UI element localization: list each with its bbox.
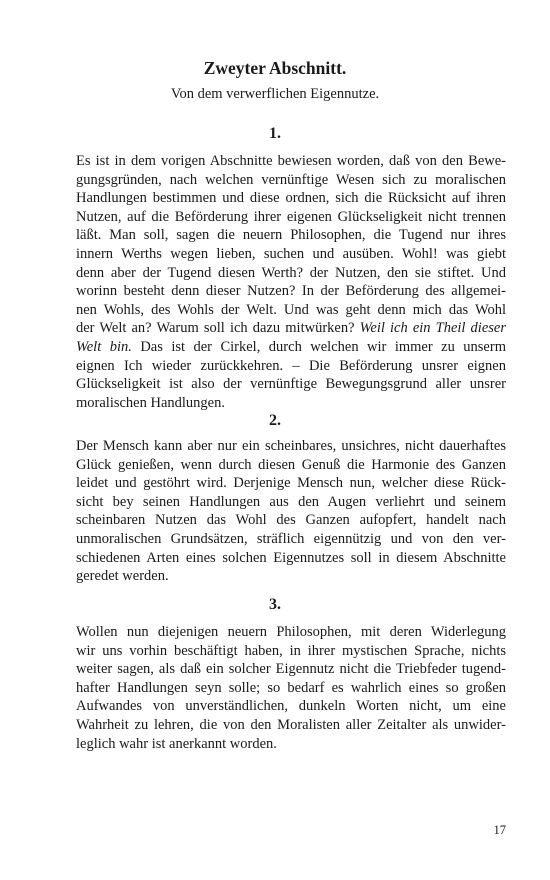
text-line: worinn besteht denn dieser Nutzen? In der Beförderung des allgemei- — [76, 283, 506, 300]
text-line: schiedenen Arten eines solchen Eigennutzes soll in diesem Abschnitte — [76, 549, 506, 566]
text-line: leglich wahr ist anerkannt worden. — [76, 735, 277, 752]
text-line: moralischen Handlungen. — [76, 394, 225, 411]
text-line: geredet werden. — [76, 568, 169, 585]
text-line: scheinbaren Nutzen das Wohl des Ganzen aufopfert, handelt nach — [76, 512, 506, 529]
text-line: Handlungen bestimmen und diese ordnen, sich die Rücksicht auf ihren — [76, 190, 506, 207]
text-line: Glück genießen, wenn durch diesen Genuß die Harmonie des Ganzen — [76, 456, 506, 473]
text-run: Das ist der Cirkel, durch welchen wir immer zu unserm — [131, 338, 506, 355]
section-number-3: 3. — [269, 596, 281, 613]
text-line-mixed — [76, 338, 506, 357]
text-line: denn aber der Tugend diesen Werth? der Nutzen, den sie stiftet. Und — [76, 264, 506, 281]
section-number-2: 2. — [269, 412, 281, 429]
section-3-paragraph — [76, 623, 506, 753]
chapter-subtitle: Von dem verwerflichen Eigennutze. — [170, 86, 380, 102]
text-line: nen Wohls, des Wohls der Welt. Und was geht denn mich das Wohl — [76, 301, 506, 318]
text-line: weiter sagen, als daß ein solcher Eigennutz nicht die Triebfeder tugend- — [76, 661, 506, 678]
text-line: läßt. Man soll, sagen die neuern Philosophen, die Tugend nur ihres — [76, 227, 506, 244]
text-line-mixed — [76, 319, 506, 338]
italic-text-run: Welt bin. — [76, 338, 132, 355]
text-line: Aufwandes von unverständlichen, dunkeln Worten nicht, um eine — [76, 698, 506, 715]
text-line: Wollen nun diejenigen neuern Philosophen, mit deren Widerlegung — [76, 624, 506, 640]
text-line: sicht bey seinen Handlungen aus den Augen verliehrt und seinem — [76, 493, 506, 510]
page-number: 17 — [493, 823, 506, 837]
text-line: hafter Handlungen seyn solle; so bedarf es wahrlich eines so großen — [76, 679, 506, 696]
section-number-1: 1. — [269, 125, 281, 142]
text-line: leidet und gestöhrt wird. Derjenige Mensch nun, welcher diese Rück- — [76, 475, 506, 492]
section-1-paragraph — [76, 152, 506, 412]
section-2-paragraph — [76, 437, 506, 586]
text-line: Es ist in dem vorigen Abschnitte bewiesen worden, daß von den Bewe- — [76, 153, 506, 169]
text-line: Nutzen, auf die Beförderung ihrer eigenen Glückseligkeit nicht trennen — [76, 208, 506, 225]
text-run: der Welt an? Warum soll ich dazu mitwürken? — [76, 320, 360, 337]
text-line: innern Werths wegen lieben, suchen und ausüben. Wohl! was giebt — [76, 245, 506, 262]
text-line: gungsgründen, nach welchen vernünftige Wesen sich zu moralischen — [76, 171, 506, 188]
text-line: eignen Ich wieder zurückkehren. – Die Beförderung unsrer eignen — [76, 357, 506, 374]
text-line: Wahrheit zu lehren, die von den Moralisten aller Zeitalter als unwider- — [76, 716, 506, 733]
text-line: wir uns vorhin beschäftigt haben, in ihrer mystischen Sprache, nichts — [76, 642, 506, 659]
text-line: Der Mensch kann aber nur ein scheinbares, unsichres, nicht dauerhaftes — [76, 438, 506, 454]
text-line: Glückseligkeit ist also der vernünftige Bewegungsgrund aller unsrer — [76, 376, 506, 393]
text-line: unmoralischen Grundsätzen, sträflich eigennützig und von den ver- — [76, 530, 506, 547]
chapter-title: Zweyter Abschnitt. — [203, 58, 347, 78]
italic-text-run: Weil ich ein Theil dieser — [359, 320, 506, 337]
